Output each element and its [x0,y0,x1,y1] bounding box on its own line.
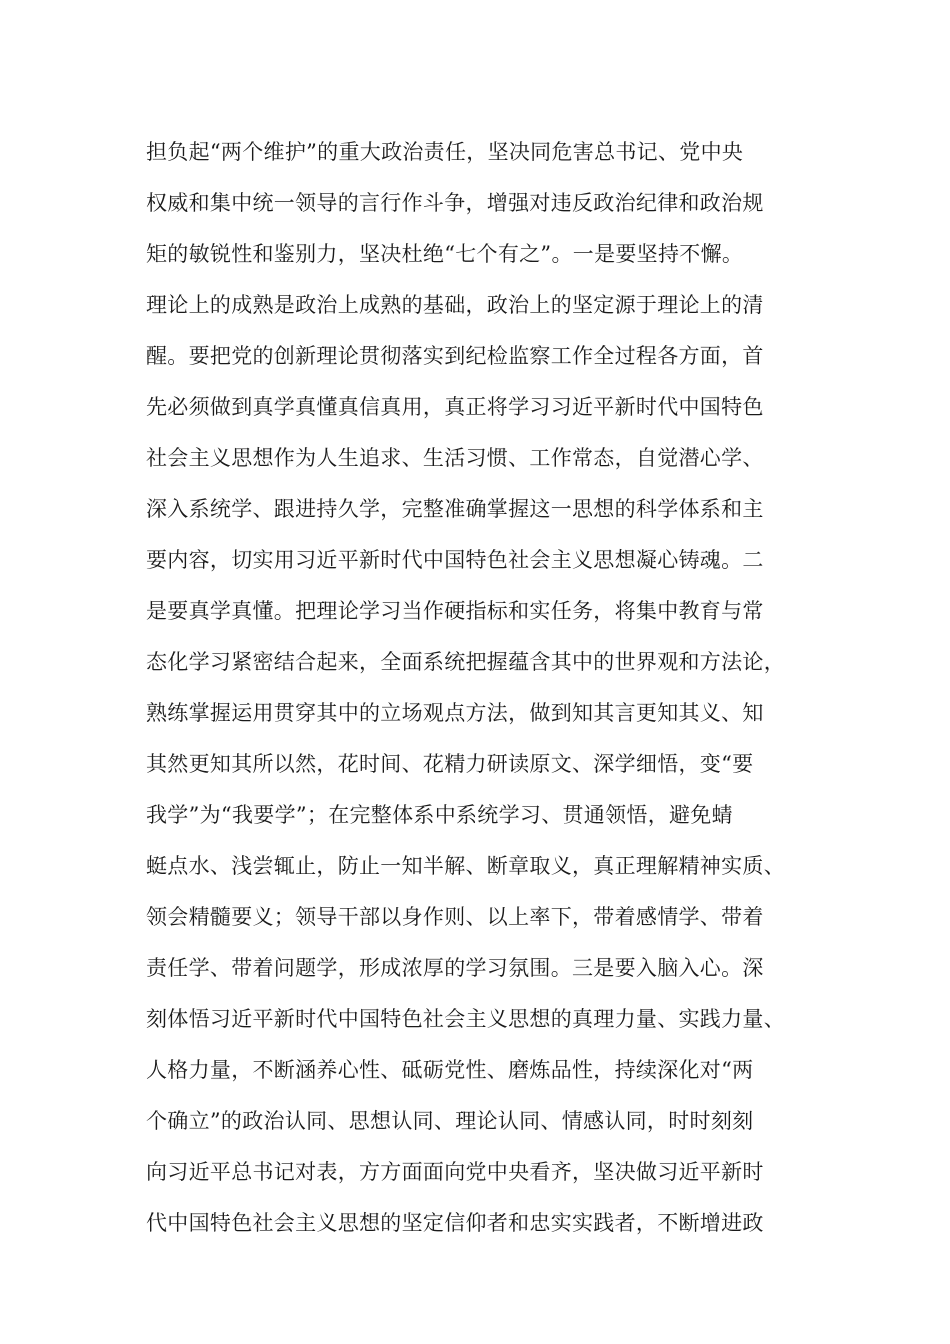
body-text [146,127,826,1249]
text-line-19: 人格力量，不断涵养心性、砥砺党性、磨炼品性，持续深化对“两 [146,1058,754,1082]
text-line-8: 深入系统学、跟进持久学，完整准确掌握这一思想的科学体系和主 [146,497,764,521]
text-line-3: 矩的敏锐性和鉴别力，坚决杜绝“七个有之”。一是要坚持不懈。 [146,242,744,266]
text-line-2: 权威和集中统一领导的言行作斗争，增强对违反政治纪律和政治规 [146,191,764,215]
text-line-13: 其然更知其所以然，花时间、花精力研读原文、深学细悟，变“要 [146,752,754,776]
text-line-14: 我学”为“我要学”；在完整体系中系统学习、贯通领悟，避免蜻 [146,803,733,827]
text-line-11: 态化学习紧密结合起来，全面系统把握蕴含其中的世界观和方法论， [146,650,785,674]
text-line-22: 代中国特色社会主义思想的坚定信仰者和忠实实践者，不断增进政 [146,1211,764,1235]
text-line-9: 要内容，切实用习近平新时代中国特色社会主义思想凝心铸魂。二 [146,548,764,572]
text-line-18: 刻体悟习近平新时代中国特色社会主义思想的真理力量、实践力量、 [146,1007,785,1031]
text-line-7: 社会主义思想作为人生追求、生活习惯、工作常态，自觉潜心学、 [146,446,764,470]
text-line-15: 蜓点水、浅尝辄止，防止一知半解、断章取义，真正理解精神实质、 [146,854,785,878]
text-line-5: 醒。要把党的创新理论贯彻落实到纪检监察工作全过程各方面，首 [146,344,764,368]
text-line-4: 理论上的成熟是政治上成熟的基础，政治上的坚定源于理论上的清 [146,293,764,317]
text-line-16: 领会精髓要义；领导干部以身作则、以上率下，带着感情学、带着 [146,905,764,929]
text-line-20: 个确立”的政治认同、思想认同、理论认同、情感认同，时时刻刻 [146,1109,754,1133]
text-line-10: 是要真学真懂。把理论学习当作硬指标和实任务，将集中教育与常 [146,599,764,623]
text-line-1: 担负起“两个维护”的重大政治责任，坚决同危害总书记、党中央 [146,140,744,164]
text-line-12: 熟练掌握运用贯穿其中的立场观点方法，做到知其言更知其义、知 [146,701,764,725]
text-line-6: 先必须做到真学真懂真信真用，真正将学习习近平新时代中国特色 [146,395,764,419]
text-line-17: 责任学、带着问题学，形成浓厚的学习氛围。三是要入脑入心。深 [146,956,764,980]
text-line-21: 向习近平总书记对表，方方面面向党中央看齐，坚决做习近平新时 [146,1160,764,1184]
